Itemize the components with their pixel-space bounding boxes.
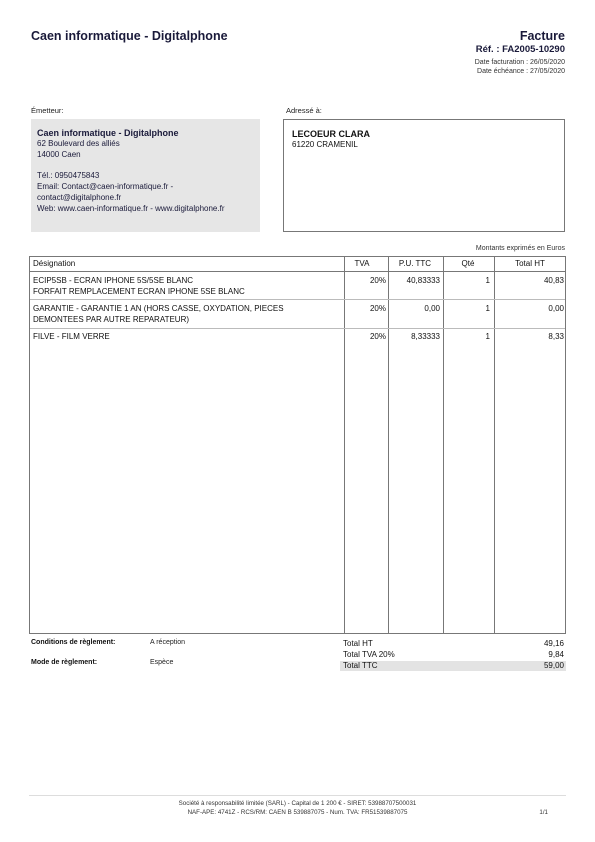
due-date: Date échéance : 27/05/2020 [477, 68, 565, 75]
total-ht-value: 49,16 [543, 639, 564, 648]
row-unit-price: 0,00 [424, 304, 440, 313]
invoice-date: Date facturation : 26/05/2020 [474, 59, 565, 66]
legal-line-1: Société à responsabilité limitée (SARL) - Capital de 1 200 € - SIRET: 53988707500031 [178, 800, 417, 807]
designation-line: ECIP5SB - ECRAN IPHONE 5S/5SE BLANC [33, 276, 194, 285]
row-divider [30, 299, 565, 300]
row-tva: 20% [369, 276, 386, 285]
invoice-dates [475, 58, 565, 76]
recipient-address: 61220 CRAMENIL [292, 139, 358, 149]
header-divider [30, 271, 565, 272]
total-ht-row [340, 639, 566, 649]
payment-conditions-label: Conditions de règlement: [31, 639, 116, 646]
row-quantity: 1 [485, 332, 490, 341]
row-total: 40,83 [543, 276, 564, 285]
recipient-label: Adressé à: [286, 106, 322, 115]
sender-email-2: contact@digitalphone.fr [37, 192, 122, 202]
sender-web: Web: www.caen-informatique.fr - www.digitalphone.fr [37, 203, 225, 213]
currency-note: Montants exprimés en Euros [475, 245, 565, 252]
total-ttc-value: 59,00 [543, 661, 564, 670]
document-title: Facture [519, 29, 565, 43]
col-header-designation: Désignation [33, 259, 76, 268]
row-tva: 20% [369, 304, 386, 313]
designation-line: DEMONTEES PAR AUTRE REPARATEUR) [33, 314, 190, 324]
payment-mode-label: Mode de règlement: [31, 659, 98, 666]
total-tva-row [340, 650, 566, 660]
sender-name: Caen informatique - Digitalphone [37, 128, 179, 138]
designation-line: GARANTIE - GARANTIE 1 AN (HORS CASSE, OXYDATION, PIECES [33, 304, 284, 313]
sender-address-line2: 14000 Caen [37, 149, 81, 159]
table-row-designation [33, 304, 341, 325]
row-total: 0,00 [548, 304, 564, 313]
row-unit-price: 40,83333 [406, 276, 440, 285]
page-number: 1/1 [539, 809, 548, 816]
row-divider [30, 328, 565, 329]
col-header-unit-price: P.U. TTC [398, 259, 432, 268]
payment-conditions-value: A réception [150, 639, 186, 646]
col-header-total: Total HT [515, 259, 545, 268]
row-total: 8,33 [548, 332, 564, 341]
total-tva-label: Total TVA 20% [343, 650, 395, 659]
recipient-name: LECOEUR CLARA [292, 129, 370, 139]
col-header-quantity: Qté [461, 259, 475, 268]
row-unit-price: 8,33333 [411, 332, 440, 341]
total-ttc-row [340, 661, 566, 671]
sender-email: Email: Contact@caen-informatique.fr - [37, 181, 174, 191]
invoice-reference: Réf. : FA2005-10290 [475, 44, 565, 55]
row-tva: 20% [369, 332, 386, 341]
sender-phone: Tél.: 0950475843 [37, 171, 100, 181]
table-row-designation [33, 276, 341, 297]
items-table [29, 256, 566, 634]
total-tva-value: 9,84 [548, 650, 564, 659]
recipient-box [283, 119, 565, 232]
company-name: Caen informatique - Digitalphone [31, 29, 228, 43]
total-ttc-label: Total TTC [343, 661, 378, 670]
table-row-designation [33, 332, 341, 343]
legal-line-2: NAF-APE: 4741Z - RCS/RM: CAEN B 539887075 - Num. TVA: FR51539887075 [187, 809, 408, 816]
sender-box [31, 119, 260, 232]
sender-label: Émetteur: [31, 106, 64, 115]
designation-line: FORFAIT REMPLACEMENT ECRAN IPHONE 5SE BLANC [33, 286, 245, 296]
footer-separator [29, 795, 566, 796]
row-quantity: 1 [485, 304, 490, 313]
row-quantity: 1 [485, 276, 490, 285]
sender-address-line1: 62 Boulevard des alliés [37, 138, 120, 148]
col-header-tva: TVA [354, 259, 370, 268]
total-ht-label: Total HT [343, 639, 373, 648]
payment-mode-value: Espèce [150, 659, 174, 666]
designation-line: FILVE - FILM VERRE [33, 332, 110, 341]
